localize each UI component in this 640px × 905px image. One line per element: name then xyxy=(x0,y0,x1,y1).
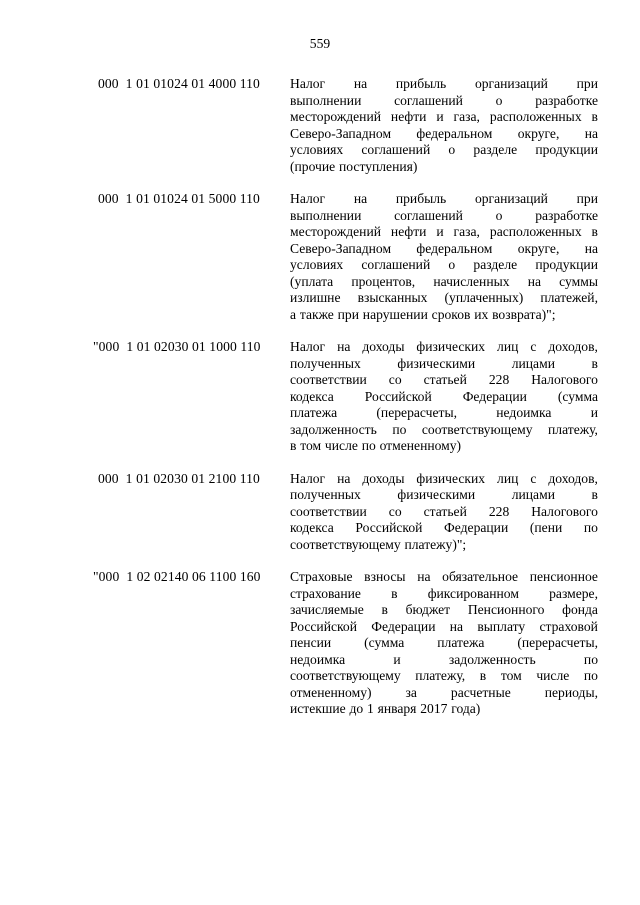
classification-entry xyxy=(0,191,640,323)
description-line: Страховые взносы на обязательное пенсионное xyxy=(290,569,598,584)
description-line: кодекса Российской Федерации (пени по xyxy=(290,520,598,535)
description-line: пенсии (сумма платежа (перерасчеты, xyxy=(290,635,598,650)
description-line: в том числе по отмененному) xyxy=(290,438,462,453)
description-line: задолженность по соответствующему платежу, xyxy=(290,421,598,437)
description-line: страхование в фиксированном размере, xyxy=(290,585,598,601)
entry-description xyxy=(290,471,598,554)
description-line: полученных физическими лицами в xyxy=(290,355,598,371)
budget-classification-code: "000 1 01 02030 01 1000 110 xyxy=(93,339,261,354)
description-line: соответствующему платежу, в том числе по xyxy=(290,668,598,683)
description-line: соответствии со статьей 228 Налогового xyxy=(290,372,598,387)
classification-entry xyxy=(0,471,640,554)
description-line: выполнении соглашений о разработке xyxy=(290,207,598,223)
classification-entry xyxy=(0,569,640,718)
entry-description xyxy=(290,191,598,323)
description-line: условиях соглашений о разделе продукции xyxy=(290,142,598,157)
description-line: зачисляемые в бюджет Пенсионного фонда xyxy=(290,602,598,617)
description-line: Налог на доходы физических лиц с доходов, xyxy=(290,470,598,486)
description-line: полученных физическими лицами в xyxy=(290,487,598,502)
description-line: платежа (перерасчеты, недоимка и xyxy=(290,405,598,420)
description-line: соответствии со статьей 228 Налогового xyxy=(290,503,598,519)
description-line: Северо-Западном федеральном округе, на xyxy=(290,125,598,141)
description-line: излишне взысканных (уплаченных) платежей, xyxy=(290,290,598,305)
budget-classification-code: 000 1 01 01024 01 5000 110 xyxy=(98,191,260,206)
classification-entry xyxy=(0,76,640,175)
description-line: а также при нарушении сроков их возврата)"; xyxy=(290,306,556,322)
entry-description xyxy=(290,339,598,455)
description-line: Налог на прибыль организаций при xyxy=(290,76,598,91)
description-line: (прочие поступления) xyxy=(290,158,418,174)
description-line: Налог на доходы физических лиц с доходов, xyxy=(290,339,598,354)
description-line: выполнении соглашений о разработке xyxy=(290,92,598,108)
classification-codes-list xyxy=(0,76,640,718)
description-line: Северо-Западном федеральном округе, на xyxy=(290,240,598,256)
description-line: Налог на прибыль организаций при xyxy=(290,191,598,206)
classification-entry xyxy=(0,339,640,455)
description-line: месторождений нефти и газа, расположенных в xyxy=(290,109,598,124)
entry-description xyxy=(290,76,598,175)
description-line: кодекса Российской Федерации (сумма xyxy=(290,388,598,404)
description-line: соответствующему платежу)"; xyxy=(290,536,467,552)
page-number: 559 xyxy=(309,36,331,51)
description-line: Российской Федерации на выплату страховой xyxy=(290,618,598,634)
description-line: недоимка и задолженность по xyxy=(290,651,598,667)
budget-classification-code: 000 1 01 02030 01 2100 110 xyxy=(98,470,260,486)
entry-description xyxy=(290,569,598,718)
budget-classification-code: 000 1 01 01024 01 4000 110 xyxy=(98,76,260,91)
description-line: месторождений нефти и газа, расположенных в xyxy=(290,224,598,239)
description-line: истекшие до 1 января 2017 года) xyxy=(290,701,481,716)
description-line: отмененному) за расчетные периоды, xyxy=(290,684,598,700)
budget-classification-code: "000 1 02 02140 06 1100 160 xyxy=(93,569,261,584)
description-line: условиях соглашений о разделе продукции xyxy=(290,257,598,272)
description-line: (уплата процентов, начисленных на суммы xyxy=(290,273,598,289)
